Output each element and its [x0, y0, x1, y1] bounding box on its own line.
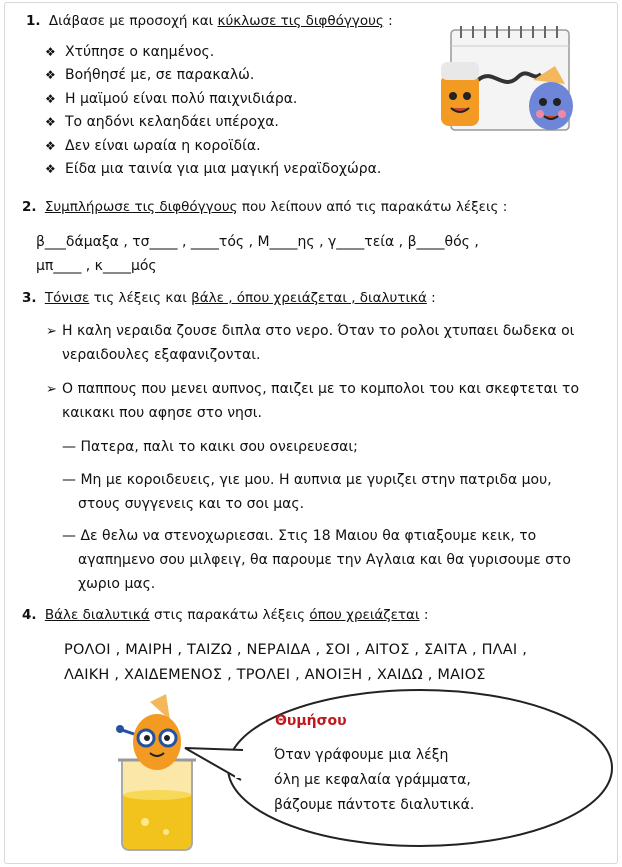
bubble-title: Θυμήσου [275, 713, 347, 729]
diamond-bullet-icon: ❖ [45, 45, 56, 59]
bubble-line3: βάζουμε πάντοτε διαλυτικά. [274, 797, 475, 813]
section3-colon: : [431, 290, 436, 306]
section3-number: 3. [22, 290, 37, 306]
section3-paragraph1-line2: νεραιδουλες εξαφανιζονται. [62, 347, 261, 363]
section1-colon: : [388, 13, 393, 29]
section3-dialogue1: — Πατερα, παλι το καικι σου ονειρευεσαι; [62, 439, 358, 455]
bubble-line2: όλη με κεφαλαία γράμματα, [274, 772, 471, 788]
pencil-eraser-notepad-illustration [433, 22, 583, 142]
section2-blanks-line1: β___δάμαξα , τσ____ , ____τός , Μ____ης , γ____τεία , β____θός , [36, 234, 479, 250]
section1-heading [26, 13, 393, 29]
section1-number: 1. [26, 13, 41, 29]
section4-instruction-underlined-2: όπου χρειάζεται [309, 607, 420, 623]
section1-sentence-list [45, 42, 381, 182]
list-item: ❖ Βοήθησέ με, σε παρακαλώ. [45, 67, 255, 84]
section2-instruction: που λείπουν από τις παρακάτω λέξεις : [241, 199, 508, 215]
bubble-line1: Όταν γράφουμε μια λέξη [274, 747, 449, 763]
diamond-bullet-icon: ❖ [45, 138, 56, 153]
section3-dialogue3-line2: αγαπημενο σου μιλφειγ, θα παρουμε την Αγλαια και θα γυρισουμε στο [78, 552, 571, 568]
list-item: ❖ Χτύπησε ο καημένος. [45, 44, 215, 60]
diamond-bullet-icon: ❖ [45, 115, 56, 130]
section2-heading [22, 199, 507, 215]
section4-words-line2: ΛΑΙΚΗ , ΧΑΙΔΕΜΕΝΟΣ , ΤΡΟΛΕΙ , ΑΝΟΙΞΗ , ΧΑΙΔΩ , ΜΑΙΟΣ [64, 667, 486, 683]
arrow-bullet-icon: ➢ [46, 324, 57, 339]
section3-dialogue3-line1: — Δε θελω να στενοχωριεσαι. Στις 18 Μαιου θα φτιαξουμε κεικ, το [62, 528, 537, 544]
list-item: ❖ Το αηδόνι κελαηδάει υπέροχα. [45, 114, 279, 131]
section2-blanks-line2: μπ____ , κ____μός [36, 258, 157, 274]
list-item: ❖ Δεν είναι ωραία η κοροϊδία. [45, 137, 261, 154]
section2-number: 2. [22, 199, 37, 215]
section4-colon: : [423, 607, 429, 623]
section4-heading [22, 607, 428, 623]
section3-instruction-underlined-1: Τόνισε [44, 290, 90, 306]
arrow-bullet-icon: ➢ [46, 382, 57, 397]
diamond-bullet-icon: ❖ [45, 161, 56, 176]
section1-instruction: Διάβασε με προσοχή και [48, 13, 214, 29]
section3-dialogue3-line3: χωριο μας. [78, 576, 156, 592]
section3-instruction-underlined-2: βάλε , όπου χρειάζεται , διαλυτικά [191, 290, 427, 306]
section4-instruction: στις παρακάτω λέξεις [153, 607, 306, 623]
section3-dialogue2-line1: — Μη με κοροιδευεις, γιε μου. Η αυπνια με γυριζει στην πατριδα μου, [62, 472, 552, 488]
section3-paragraph1-line1: ➢ Η καλη νεραιδα ζουσε διπλα στο νερο. Όταν το ρολοι χτυπαει δωδεκα οι [46, 323, 575, 339]
section3-paragraph2-line2: καικακι που αφησε στο νησι. [62, 405, 262, 421]
section4-instruction-underlined-1: Βάλε διαλυτικά [44, 607, 150, 623]
diamond-bullet-icon: ❖ [45, 68, 56, 83]
section3-dialogue2-line2: στους συγγενεις και το σοι μας. [78, 496, 305, 512]
section4-words-line1: ΡΟΛΟΙ , ΜΑΙΡΗ , ΤΑΙΖΩ , ΝΕΡΑΙΔΑ , ΣΟΙ , ΑΙΤΟΣ , ΣΑΙΤΑ , ΠΛΑΙ , [64, 642, 528, 658]
list-item: ❖ Η μαϊμού είναι πολύ παιχνιδιάρα. [45, 90, 298, 107]
section2-instruction-underlined: Συμπλήρωσε τις διφθόγγους [44, 199, 238, 215]
section3-heading [22, 290, 436, 306]
section1-instruction-underlined: κύκλωσε τις διφθόγγους [217, 13, 384, 29]
section3-instruction: τις λέξεις και [93, 290, 187, 306]
section4-number: 4. [22, 607, 37, 623]
section3-paragraph2-line1: ➢ Ο παππους που μενει αυπνος, παιζει με το κομπολοι του και σκεφτεται το [46, 381, 580, 397]
diamond-bullet-icon: ❖ [45, 91, 56, 106]
list-item: ❖ Είδα μια ταινία για μια μαγική νεραϊδοχώρα. [45, 160, 382, 177]
